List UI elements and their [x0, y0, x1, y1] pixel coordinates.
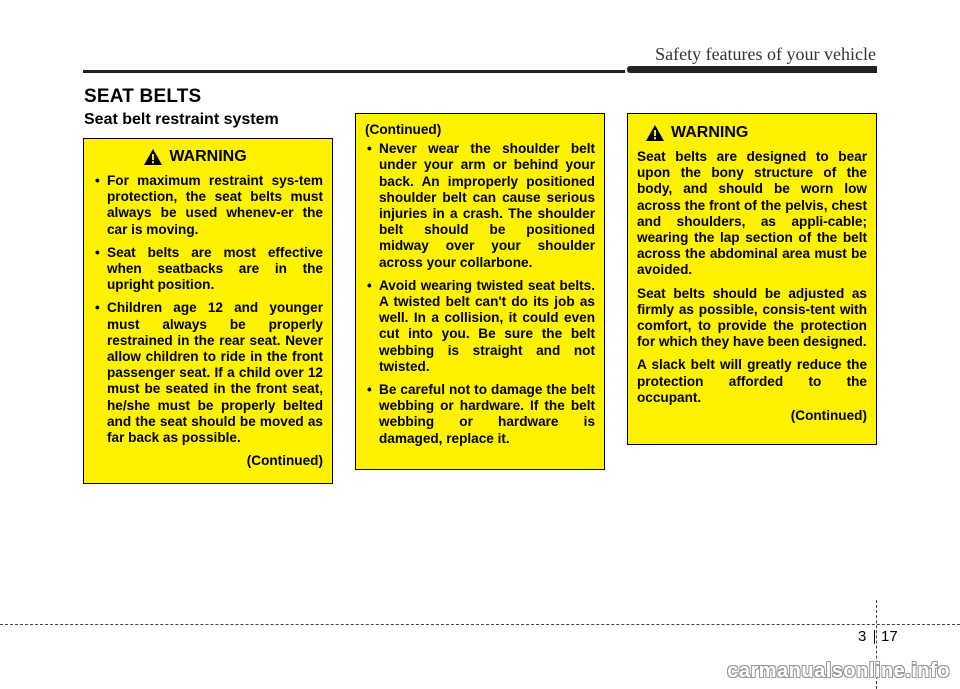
warning-heading: [637, 123, 867, 143]
warning-list: [93, 173, 323, 446]
header-rule: [83, 70, 625, 73]
warning-triangle-icon: [645, 124, 665, 142]
list-item: • Avoid wearing twisted seat belts. A twisted belt can't do its job as well. In a collision, it could even cut into you. Be sure the belt webbing is straight and not twisted.: [365, 278, 595, 375]
list-item: • Never wear the shoulder belt under your arm or behind your back. An improperly positioned shoulder belt can cause serious injuries in a crash. The shoulder belt should be positioned midway over your shoulder across your collarbone.: [365, 141, 595, 271]
section-title: SEAT BELTS: [84, 86, 202, 107]
header-title: Safety features of your vehicle: [655, 44, 876, 64]
warning-list: [365, 141, 595, 447]
list-item: • For maximum restraint sys-tem protection, the seat belts must always be used whenev-er the car is moving.: [93, 173, 323, 238]
subsection-title: Seat belt restraint system: [84, 111, 279, 128]
footer-rule: [0, 624, 960, 625]
warning-box-3: [627, 113, 877, 445]
warning-box-1: [83, 138, 333, 484]
list-item: • Children age 12 and younger must always be properly restrained in the rear seat. Never allow children to ride in the front passenger seat. If a child over 12 must be seated in the front seat, he/she must be properly belted and the seat should be moved as far back as possible.: [93, 300, 323, 446]
warning-paragraph: A slack belt will greatly reduce the protection afforded to the occupant.: [637, 357, 867, 405]
list-item: • Seat belts are most effective when seatbacks are in the upright position.: [93, 245, 323, 294]
warning-paragraph: Seat belts should be adjusted as firmly as possible, consis-tent with comfort, to provide the protection for which they have been designed.: [637, 285, 867, 350]
page-number-separator: [874, 630, 875, 644]
continued-label: (Continued): [365, 122, 442, 137]
warning-heading: [67, 147, 323, 167]
warning-heading-label: WARNING: [169, 148, 247, 165]
warning-box-2: [355, 113, 605, 470]
warning-triangle-icon: [143, 148, 163, 166]
list-item: • Be careful not to damage the belt webbing or hardware. If the belt webbing or hardware is damaged, replace it.: [365, 382, 595, 447]
warning-paragraph: Seat belts are designed to bear upon the bony structure of the body, and should be worn low across the front of the pelvis, chest and shoulders, as appli-cable; wearing the lap section of the belt across the abdominal area must be avoided.: [637, 149, 867, 278]
watermark: carmanualsonline.info: [727, 660, 950, 682]
header-tab: [627, 66, 877, 73]
page-number: 17: [881, 628, 898, 645]
continued-label: (Continued): [246, 453, 323, 469]
warning-heading-label: WARNING: [671, 124, 749, 141]
chapter-number: 3: [858, 628, 867, 645]
continued-label: (Continued): [790, 408, 867, 424]
